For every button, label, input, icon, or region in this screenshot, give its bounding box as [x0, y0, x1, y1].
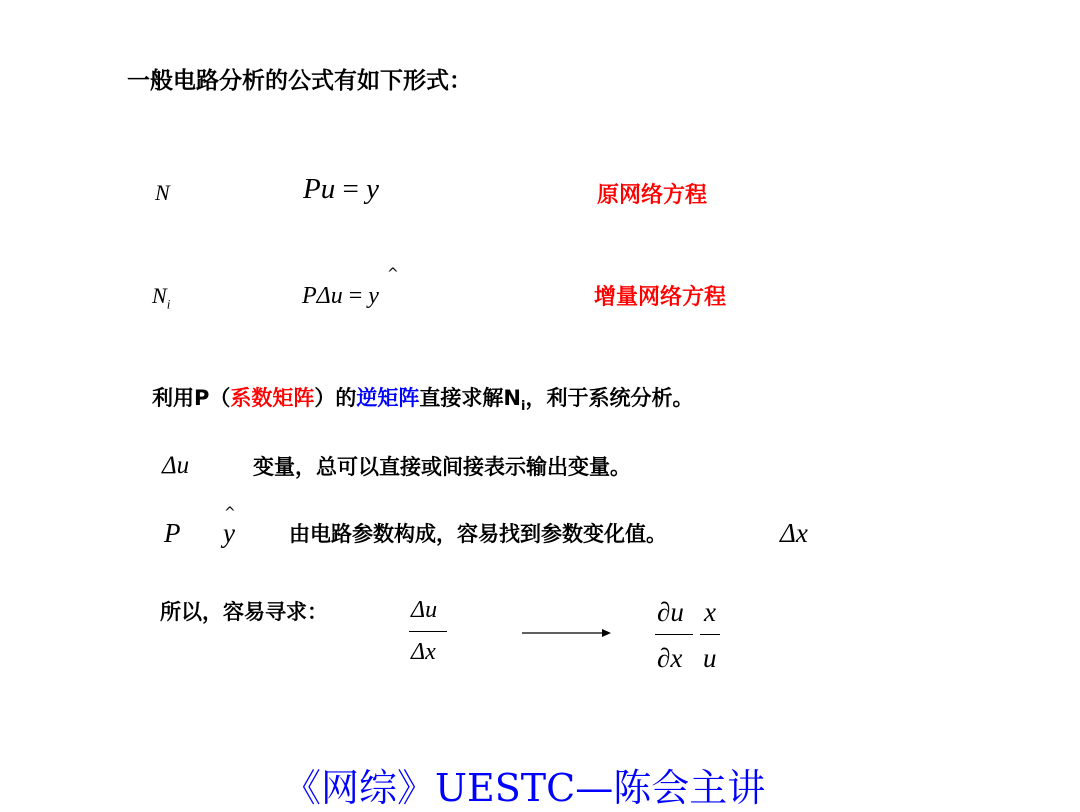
- hat-symbol: ^: [224, 505, 236, 521]
- delta-u-description: 变量，总可以直接或间接表示输出变量。: [253, 455, 631, 479]
- parameter-description: 由电路参数构成，容易找到参数变化值。: [289, 522, 667, 546]
- inverse-matrix-text: 逆矩阵: [356, 386, 420, 410]
- ratio-fraction-bar: [700, 634, 720, 635]
- partial-denominator: ∂x: [657, 643, 683, 673]
- equation-equals: =: [342, 173, 359, 205]
- network-symbol-ni: $N_i$: [152, 283, 171, 312]
- coefficient-matrix-text: 系数矩阵: [230, 386, 315, 410]
- original-equation: [303, 173, 379, 206]
- footer-title: 《网综》UESTC—陈会主讲: [283, 766, 766, 810]
- delta-u-symbol: Δu: [162, 452, 190, 479]
- equation-lhs: Pu: [303, 173, 336, 205]
- y-symbol: y: [223, 518, 235, 548]
- right-arrow-icon: [522, 626, 612, 640]
- incremental-network-label: 增量网络方程: [594, 285, 727, 310]
- equation-rhs: y: [366, 173, 379, 205]
- fraction-bar: [409, 631, 447, 632]
- p-symbol: P: [164, 518, 181, 548]
- fraction-numerator: Δu: [411, 597, 438, 623]
- partial-fraction-bar: [655, 634, 693, 635]
- hat-symbol: ^: [387, 266, 399, 282]
- equation-equals: =: [348, 283, 363, 309]
- inverse-matrix-sentence: 利用P（系数矩阵）的逆矩阵直接求解$N_i$，利于系统分析。: [152, 386, 694, 415]
- equation-rhs: y: [368, 283, 379, 309]
- page-heading: 一般电路分析的公式有如下形式：: [127, 68, 472, 94]
- conclusion-text: 所以，容易寻求：: [160, 600, 328, 624]
- delta-x-symbol: Δx: [780, 518, 808, 548]
- equation-lhs: PΔu: [302, 283, 343, 309]
- network-symbol-n: N: [155, 180, 170, 205]
- fraction-denominator: Δx: [411, 639, 436, 665]
- original-network-label: 原网络方程: [597, 183, 708, 208]
- incremental-equation: [302, 283, 379, 310]
- ratio-numerator: x: [704, 597, 716, 627]
- partial-numerator: ∂u: [657, 597, 684, 627]
- ratio-denominator: u: [703, 643, 717, 673]
